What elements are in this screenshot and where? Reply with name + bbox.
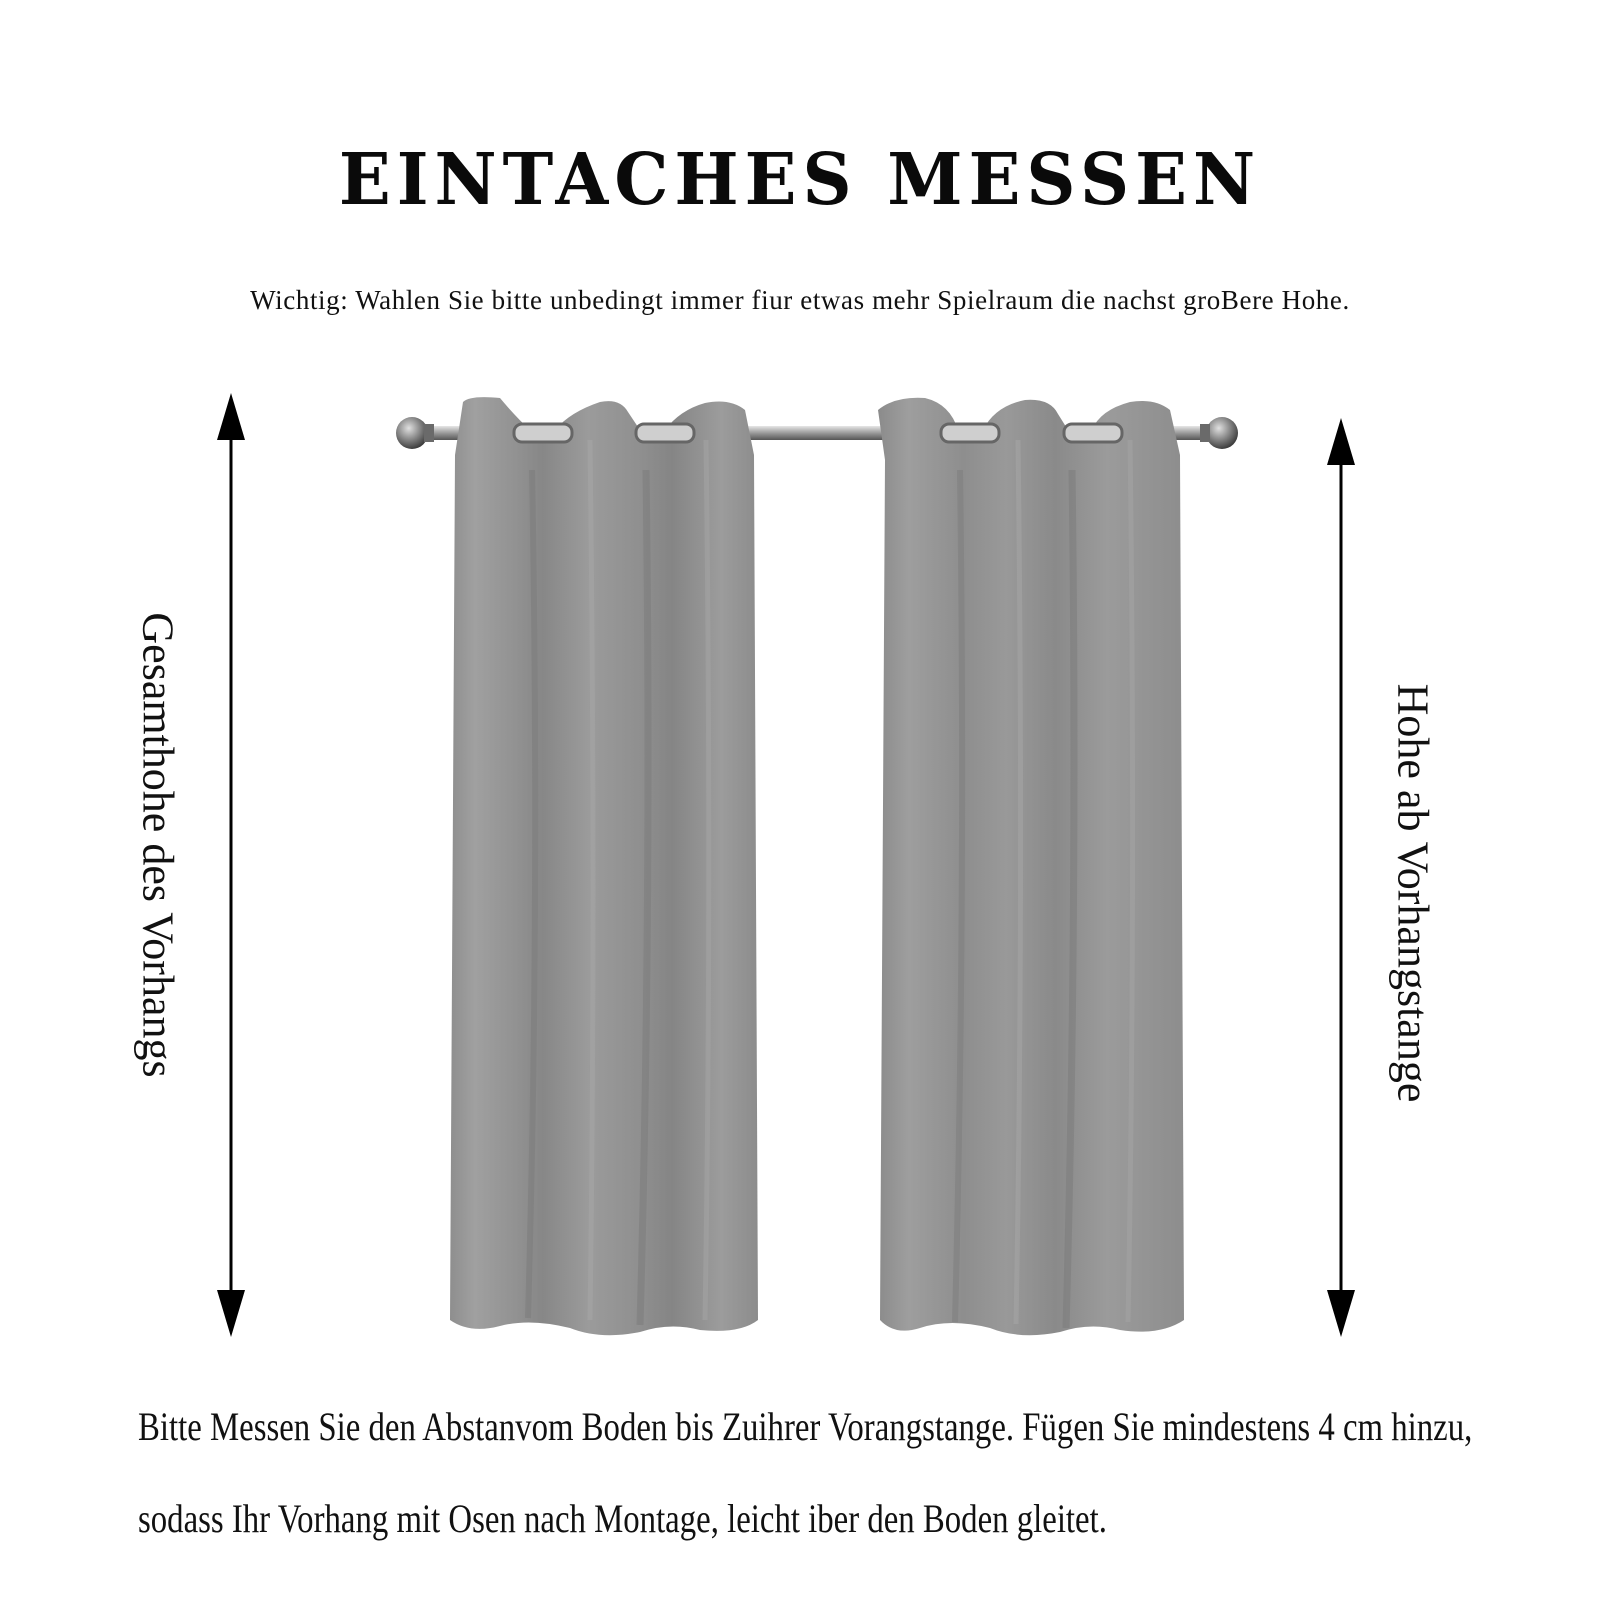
left-curtain-panel [450,397,758,1335]
instruction-line-2: sodass Ihr Vorhang mit Osen nach Montage, leicht iber den Boden gleitet. [138,1496,1107,1541]
left-double-arrow-icon [217,393,245,1337]
total-height-label: Gesamthohe des Vorhangs [133,612,183,1078]
rod-height-label: Hohe ab Vorhangstange [1388,683,1438,1103]
important-note: Wichtig: Wahlen Sie bitte unbedingt immer fiur etwas mehr Spielraum die nachst groBere Hohe. [250,285,1350,315]
right-curtain-panel [878,398,1184,1335]
instruction-line-1: Bitte Messen Sie den Abstanvom Boden bis Zuihrer Vorangstange. Fügen Sie mindestens 4 cm hinzu, [138,1404,1473,1449]
page-title: EINTACHES MESSEN [338,138,1262,222]
right-double-arrow-icon [1327,418,1355,1337]
